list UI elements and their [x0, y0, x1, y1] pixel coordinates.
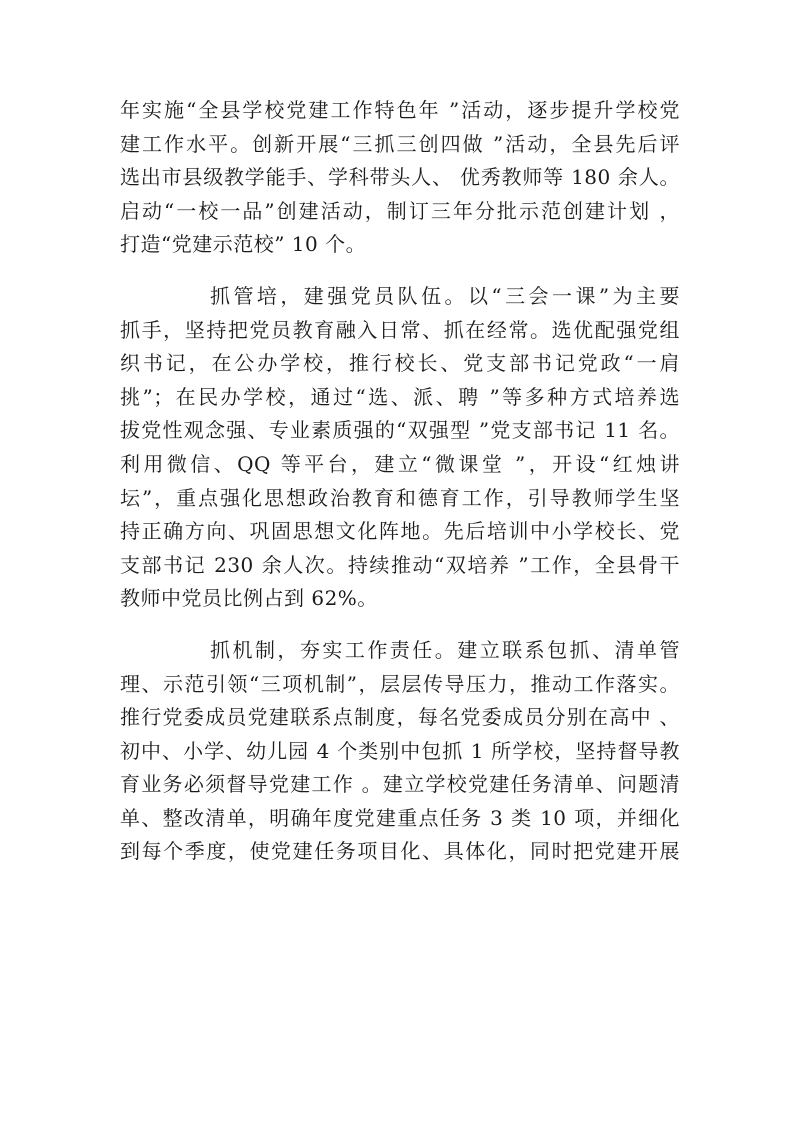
text-line: 育业务必须督导党建工作 。建立学校党建任务清单、问题清	[120, 772, 680, 797]
text-line: 年实施“全县学校党建工作特色年 ”活动，逐步提升学校党	[120, 98, 680, 122]
text-line: 抓管培，建强党员队伍。以“三会一课”为主要	[210, 283, 680, 308]
document-body	[120, 94, 680, 869]
text-line: 支部书记 230 余人次。持续推动“双培养 ”工作，全县骨干	[120, 552, 680, 577]
text-line: 建工作水平。创新开展“三抓三创四做 ”活动，全县先后评	[120, 131, 680, 156]
text-line: 初中、小学、幼儿园 4 个类别中包抓 1 所学校，坚持督导教	[120, 738, 680, 763]
text-line: 到每个季度，使党建任务项目化、具体化，同时把党建开展	[120, 839, 680, 864]
text-line: 拔党性观念强、专业素质强的“双强型 ”党支部书记 11 名。	[120, 418, 680, 443]
text-line: 坛”，重点强化思想政治教育和德育工作，引导教师学生坚	[120, 485, 680, 510]
paragraph-school-party-building	[120, 94, 680, 262]
text-line: 理、示范引领“三项机制”，层层传导压力，推动工作落实。	[120, 671, 680, 696]
text-line: 打造“党建示范校” 10 个。	[120, 232, 367, 257]
paragraph-gap	[120, 262, 680, 280]
text-line: 挑”；在民办学校，通过“选、派、聘 ”等多种方式培养选	[120, 384, 680, 409]
paragraph-gap	[120, 616, 680, 634]
text-line: 推行党委成员党建联系点制度，每名党委成员分别在高中 、	[120, 705, 680, 730]
text-line: 选出市县级教学能手、学科带头人、 优秀教师等 180 余人。	[120, 165, 680, 190]
text-line: 抓机制，夯实工作责任。建立联系包抓、清单管	[210, 637, 680, 662]
text-line: 单、整改清单，明确年度党建重点任务 3 类 10 项，并细化	[120, 805, 680, 830]
text-line: 启动“一校一品”创建活动，制订三年分批示范创建计划 ，	[120, 198, 680, 223]
paragraph-member-training	[120, 280, 680, 616]
text-line: 利用微信、QQ 等平台，建立“微课堂 ”，开设“红烛讲	[120, 451, 680, 476]
paragraph-mechanism	[120, 634, 680, 869]
text-line: 教师中党员比例占到 62%。	[120, 586, 378, 611]
text-line: 织书记，在公办学校，推行校长、党支部书记党政“一肩	[120, 351, 680, 376]
text-line: 持正确方向、巩固思想文化阵地。先后培训中小学校长、党	[120, 519, 680, 544]
text-line: 抓手，坚持把党员教育融入日常、抓在经常。选优配强党组	[120, 317, 680, 342]
